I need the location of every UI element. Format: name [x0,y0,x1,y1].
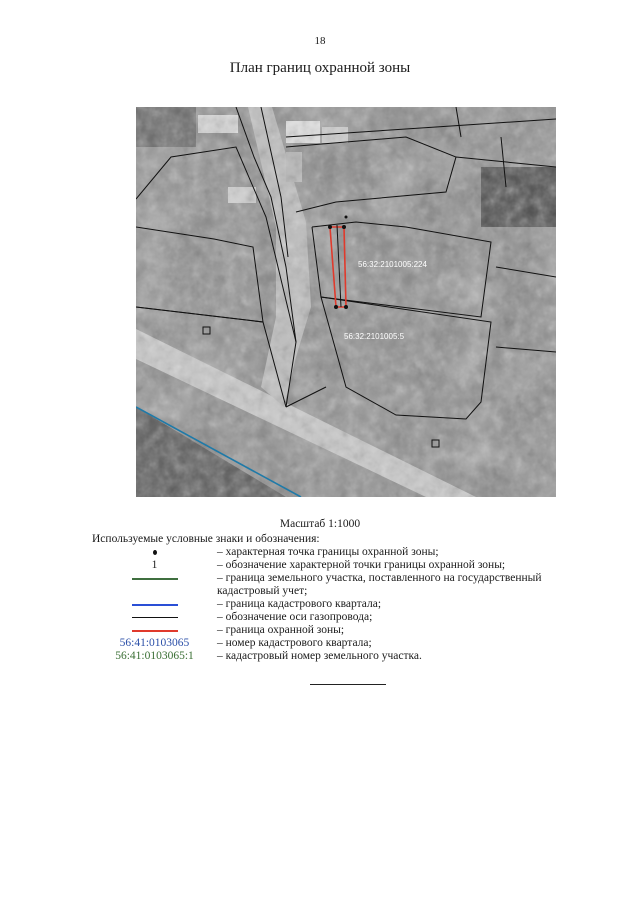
legend-symbol [92,611,217,624]
boundary-point [342,225,346,229]
legend-symbol [92,637,217,650]
legend-description: – номер кадастрового квартала; [217,637,372,649]
legend-row [92,598,604,611]
parcel-label-224: 56:32:2101005:224 [358,260,427,269]
separator-line [310,684,386,685]
quarter-number-symbol: 56:41:0103065 [119,637,190,649]
red-line-icon [132,630,178,632]
map-scale: Масштаб 1:1000 [279,518,361,530]
boundary-point [344,305,348,309]
parcel-label-5: 56:32:2101005:5 [344,332,405,341]
legend-row [92,572,604,598]
legend-description: – кадастровый номер земельного участка. [217,650,422,662]
legend [92,546,604,663]
legend-symbol [92,624,217,637]
page-number: 18 [314,35,326,47]
legend-row [92,650,604,663]
parcel-number-symbol: 56:41:0103065:1 [115,650,194,662]
legend-symbol [92,650,217,663]
legend-row [92,559,604,572]
boundary-point [334,305,338,309]
legend-title: Используемые условные знаки и обозначения: [92,533,320,545]
satellite-map [136,107,556,497]
boundary-point [345,216,348,219]
page-title: План границ охранной зоны [229,60,411,76]
legend-symbol [92,559,217,572]
legend-symbol [92,546,217,559]
boundary-point [328,225,332,229]
legend-row [92,546,604,559]
map-svg [136,107,556,497]
green-line-icon [132,578,178,580]
legend-description: – граница кадастрового квартала; [217,598,382,610]
legend-description: – обозначение оси газопровода; [217,611,373,623]
legend-row [92,637,604,650]
legend-description: – граница земельного участка, поставленного на государственный кадастровый учет; [217,572,542,597]
legend-row [92,611,604,624]
legend-description: – характерная точка границы охранной зоны; [217,546,439,558]
legend-symbol [92,572,217,585]
legend-symbol [92,598,217,611]
legend-row [92,624,604,637]
boundary-point-icon [153,550,157,555]
legend-description: – граница охранной зоны; [217,624,345,636]
legend-description: – обозначение характерной точки границы охранной зоны; [217,559,506,571]
black-line-icon [132,617,178,618]
point-number-symbol: 1 [151,559,158,571]
blue-line-icon [132,604,178,606]
